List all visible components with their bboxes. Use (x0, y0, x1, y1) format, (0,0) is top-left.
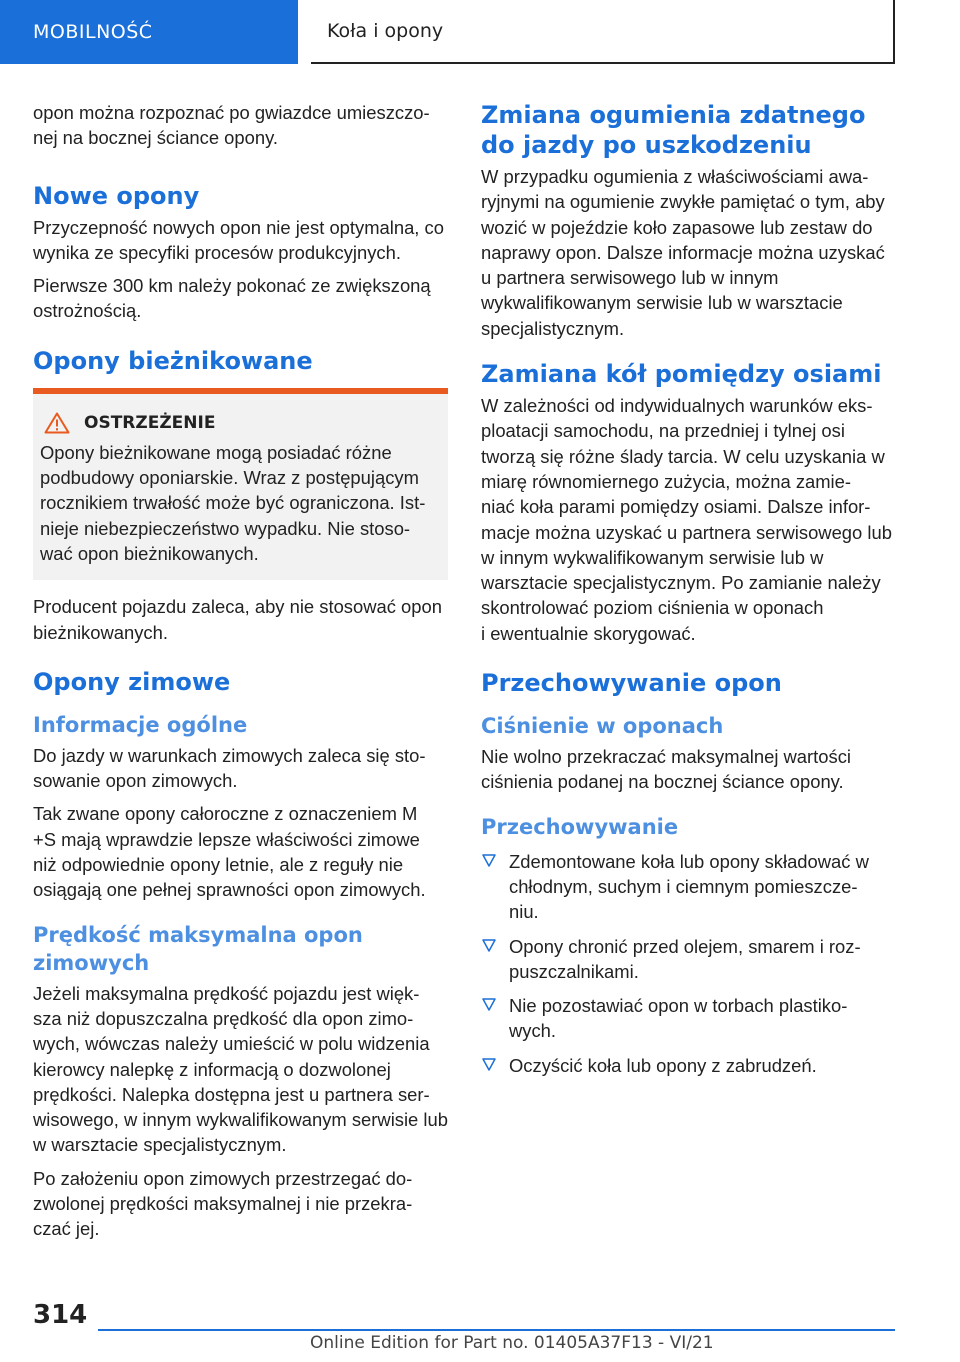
triangle-bullet-icon (481, 849, 509, 871)
warning-triangle-icon (44, 412, 70, 434)
warning-title: OSTRZEŻENIE (84, 412, 216, 433)
chapter-title-box (311, 0, 895, 64)
triangle-bullet-icon (481, 934, 509, 956)
warning-text: Opony bieżnikowane mogą posiadać różne podbudowy oponiarskie. Wraz z postępującym rocznikiem trwałość może być ograniczona. Ist- nieje niebezpieczeństwo wypadku. Nie stoso- wać opon bieżnikowanych. (40, 441, 426, 564)
list-item-text: Opony chronić przed olejem, smarem i roz- puszczalnikami. (509, 935, 861, 982)
list-item (481, 849, 893, 925)
triangle-bullet-icon (481, 1053, 509, 1075)
footer-divider (98, 1329, 895, 1331)
heading-tire-storage: Przechowywanie opon (481, 669, 782, 698)
intro-paragraph: opon można rozpoznać po gwiazdce umieszczo- nej na bocznej ściance opony. (33, 102, 430, 149)
heading-max-speed: Prędkość maksymalna opon zimowych (33, 922, 363, 975)
heading-retreaded-tires: Opony bieżnikowane (33, 346, 313, 375)
rotation-paragraph: W zależności od indywidualnych warunków eks- ploatacji samochodu, na przedniej i tylnej osi tworzą się różne ślady tarcia. W celu uzyskania w miarę równomiernego zużycia, można zamie- niać koła parami pomiędzy osiami. Dalsze infor- macje można uzyskać u partnera serwisowego lub w innym wykwalifikowanym serwisie lub w warsztacie specjalistycznym. Po zamianie należy skontrolować poziom ciśnienia w oponach i ewentualnie skorygować. (481, 395, 892, 644)
speed-paragraph-2: Po założeniu opon zimowych przestrzegać do- zwolonej prędkości maksymalnej i nie przekra- czać jej. (33, 1167, 413, 1240)
list-item-text: Nie pozostawiać opon w torbach plastiko- wych. (509, 995, 848, 1042)
new-tires-paragraph-1: Przyczepność nowych opon nie jest optymalna, co wynika ze specyfiki procesów produkcyjnych. (33, 216, 444, 263)
heading-new-tires: Nowe opony (33, 181, 200, 210)
page-number: 314 (33, 1300, 88, 1330)
edition-info: Online Edition for Part no. 01405A37F13 - VI/21 (310, 1333, 714, 1353)
list-item (481, 934, 893, 985)
storage-list (481, 849, 893, 1078)
list-item (481, 1053, 893, 1078)
runflat-paragraph: W przypadku ogumienia z właściwościami awa- ryjnymi na ogumienie zwykłe pamiętać o tym, aby wozić w pojeździe koło zapasowe lub zestaw do naprawy opon. Dalsze informacje można uzyskać u partnera serwisowego lub w innym wykwalifikowanym serwisie lub w warsztacie specjalistycznym. (481, 166, 885, 339)
right-column (481, 100, 893, 1087)
section-tab (0, 0, 298, 64)
warning-header (40, 412, 440, 434)
chapter-title: Koła i opony (327, 20, 444, 42)
left-column (33, 100, 448, 1250)
heading-storing: Przechowywanie (481, 814, 679, 839)
list-item (481, 993, 893, 1044)
pressure-paragraph: Nie wolno przekraczać maksymalnej wartości ciśnienia podanej na bocznej ściance opony. (481, 746, 851, 793)
retread-recommendation: Producent pojazdu zaleca, aby nie stosować opon bieżnikowanych. (33, 596, 442, 643)
new-tires-paragraph-2: Pierwsze 300 km należy pokonać ze zwiększoną ostrożnością. (33, 275, 431, 322)
list-item-text: Oczyścić koła lub opony z zabrudzeń. (509, 1054, 817, 1076)
triangle-bullet-icon (481, 993, 509, 1015)
heading-winter-tires: Opony zimowe (33, 667, 231, 696)
warning-box (33, 388, 448, 580)
speed-paragraph-1: Jeżeli maksymalna prędkość pojazdu jest więk- sza niż dopuszczalna prędkość dla opon zimo- wych, wówczas należy umieścić w polu widzenia kierowcy nalepkę z informacją o dozwolonej prędkości. Nalepka dostępna jest u partnera ser- wisowego, w innym wykwalifikowanym serwisie lub w warsztacie specjalistycznym. (33, 982, 448, 1156)
general-paragraph-2: Tak zwane opony całoroczne z oznaczeniem M +S mają wprawdzie lepsze właściwości zimowe niż odpowiednie opony letnie, ale z reguły nie osiągają one pełnej sprawności opon zimowych. (33, 803, 426, 901)
heading-general-info: Informacje ogólne (33, 712, 248, 737)
general-paragraph-1: Do jazdy w warunkach zimowych zaleca się sto- sowanie opon zimowych. (33, 744, 426, 792)
section-label: MOBILNOŚĆ (33, 21, 153, 43)
heading-wheel-rotation: Zamiana kół pomiędzy osiami (481, 360, 882, 389)
heading-runflat-change: Zmiana ogumienia zdatnego do jazdy po uszkodzeniu (481, 101, 866, 159)
heading-tire-pressure: Ciśnienie w oponach (481, 714, 724, 739)
list-item-text: Zdemontowane koła lub opony składować w chłodnym, suchym i ciemnym pomieszcze- niu. (509, 850, 869, 923)
